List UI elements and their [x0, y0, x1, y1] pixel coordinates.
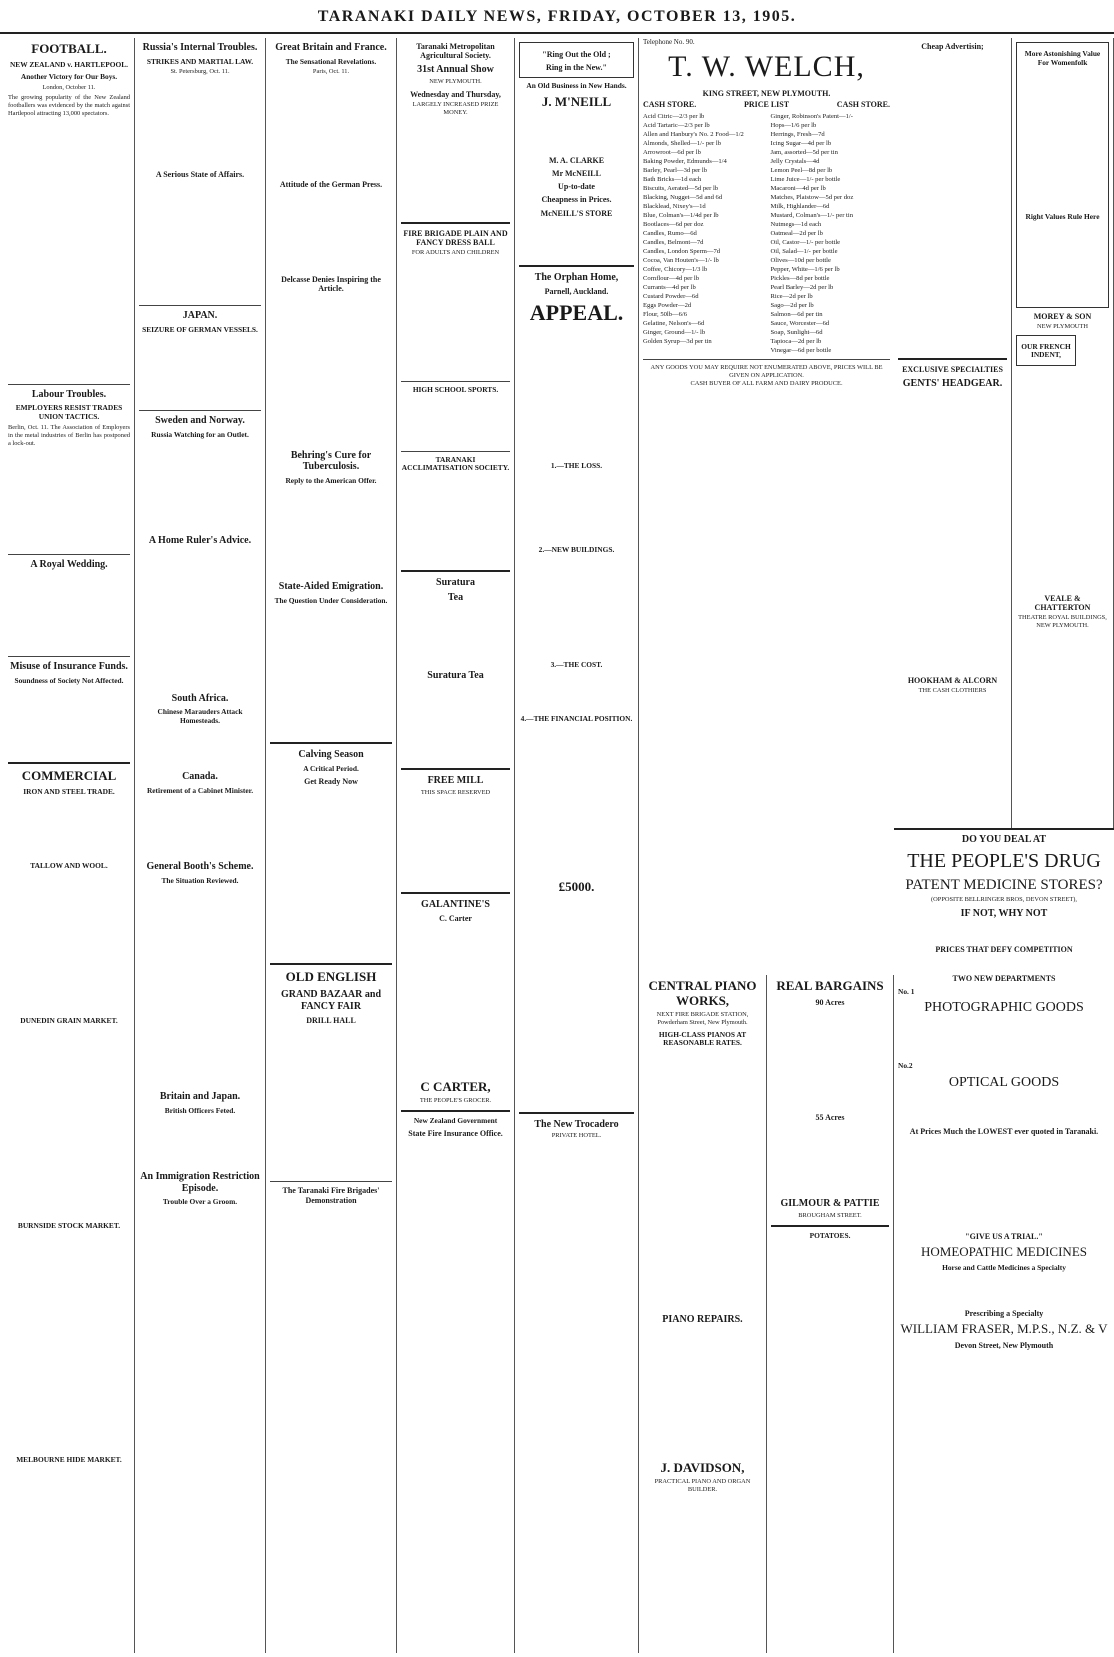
ad-text: THE PEOPLE'S GROCER.	[419, 1096, 492, 1104]
price-list-item: Acid Citric—2/3 per lb	[643, 112, 705, 120]
ad-text: (OPPOSITE BELLRINGER BROS, DEVON STREET),	[931, 895, 1077, 903]
article-body	[8, 798, 130, 858]
cash-store-label: CASH STORE.	[836, 99, 890, 109]
ad-text: THIS SPACE RESERVED	[420, 788, 491, 796]
column-8	[1012, 38, 1114, 828]
article-body	[270, 487, 392, 577]
divider	[270, 1181, 392, 1182]
article-body	[139, 441, 261, 531]
price-list-item: Olives—10d per bottle	[770, 256, 831, 264]
ad-body	[401, 797, 510, 887]
divider	[771, 1225, 889, 1227]
ad-body	[401, 475, 510, 565]
subheadline: Russia Watching for an Outlet.	[151, 429, 249, 439]
ad-heading: More Astonishing Value For Womenfolk	[1024, 49, 1101, 67]
ad-heading: POTATOES.	[809, 1230, 851, 1240]
headline: APPEAL.	[529, 300, 624, 326]
ad-heading: Calving Season	[298, 749, 364, 761]
ad-heading: J. DAVIDSON,	[660, 1460, 745, 1476]
ad-text: FOR ADULTS AND CHILDREN	[411, 249, 500, 257]
column-5	[515, 38, 639, 1653]
ad-body	[401, 397, 510, 447]
ad-box	[1016, 42, 1109, 308]
price-list-item: Lemon Peel—8d per lb	[770, 166, 833, 174]
price-list-item: Salmon—6d per tin	[770, 310, 823, 318]
ad-subheading: KING STREET, NEW PLYMOUTH.	[702, 88, 831, 98]
ad-footer: ANY GOODS YOU MAY REQUIRE NOT ENUMERATED ABOVE, PRICES WILL BE GIVEN ON APPLICATION.	[650, 363, 883, 379]
dateline: Paris, Oct. 11.	[312, 68, 350, 76]
article-body	[270, 296, 392, 446]
price-list-item: Bath Bricks—1d each	[643, 175, 702, 183]
subheadline: Soundness of Society Not Affected.	[14, 675, 124, 685]
ad-body	[898, 956, 1110, 970]
headline: Canada.	[182, 771, 218, 783]
ad-heading: McNEILL'S STORE	[540, 208, 613, 218]
price-list-item: Tapioca—2d per lb	[770, 337, 822, 345]
ad-heading: J. M'NEILL	[541, 93, 612, 109]
price-list-item: Bootlaces—6d per doz	[643, 220, 704, 228]
ad-text: PRIVATE HOTEL.	[551, 1132, 602, 1140]
ad-heading: An Old Business in New Hands.	[526, 81, 627, 91]
column-1	[4, 38, 135, 1653]
divider	[401, 451, 510, 452]
price-list-item: Acid Tartaric—2/3 per lb	[643, 121, 710, 129]
ad-heading: Ring in the New."	[546, 63, 607, 73]
drug-store-ad	[894, 828, 1114, 1653]
ad-body	[401, 926, 510, 1076]
column-7	[894, 38, 1012, 828]
divider	[270, 963, 392, 965]
ad-heading: GILMOUR & PATTIE	[780, 1198, 880, 1210]
ad-subheading: Wednesday and Thursday,	[410, 89, 501, 99]
ad-heading: FREE MILL	[427, 775, 484, 787]
subheadline: DUNEDIN GRAIN MARKET.	[20, 1015, 118, 1025]
ad-text: NEW PLYMOUTH.	[429, 77, 482, 85]
headline: Labour Troubles.	[31, 388, 107, 400]
article-body	[139, 181, 261, 301]
ad-heading: Suratura Tea	[427, 669, 484, 681]
ad-box	[1016, 335, 1076, 366]
ad-heading: TWO NEW DEPARTMENTS	[952, 974, 1056, 984]
ad-heading: OLD ENGLISH	[285, 969, 377, 985]
ad-subheading: DRILL HALL	[306, 1016, 356, 1026]
ad-subheading: 55 Acres	[815, 1113, 845, 1123]
article-body	[519, 671, 634, 711]
ad-subheading: Get Ready Now	[304, 777, 358, 787]
price-list-item: Blacklead, Nixey's—1d	[643, 202, 706, 210]
subheadline: 2.—NEW BUILDINGS.	[538, 545, 615, 555]
divider	[401, 381, 510, 382]
divider	[643, 359, 890, 360]
ad-footer: CASH BUYER OF ALL FARM AND DAIRY PRODUCE.	[690, 379, 843, 387]
headline: Attitude of the German Press.	[279, 180, 383, 190]
masthead	[0, 0, 1114, 34]
headline: Delcasse Denies Inspiring the Article.	[281, 275, 381, 294]
headline: Great Britain and France.	[275, 42, 387, 53]
divider	[401, 570, 510, 572]
article-body	[8, 1028, 130, 1218]
article-body	[139, 887, 261, 1087]
ad-body	[270, 788, 392, 958]
ad-heading: WILLIAM FRASER, M.P.S., N.Z. & V	[900, 1320, 1108, 1336]
headline: FOOTBALL.	[31, 41, 107, 56]
price-list-item: Hops—1/6 per lb	[770, 121, 817, 129]
price-list-item: Oatmeal—2d per lb	[770, 229, 823, 237]
piano-ad	[639, 975, 767, 1653]
ad-heading: VEALE & CHATTERTON	[1034, 593, 1091, 612]
dateline: St. Petersburg, Oct. 11.	[170, 68, 230, 76]
ad-subheading: No.2	[898, 1061, 913, 1071]
ad-heading: MOREY & SON	[1033, 311, 1092, 321]
ad-heading: Cheap Advertisin;	[921, 42, 984, 51]
ad-subheading: A Critical Period.	[303, 763, 359, 773]
ad-body	[401, 683, 510, 763]
ad-heading: REAL BARGAINS	[776, 978, 884, 993]
ad-heading: 31st Annual Show	[417, 64, 494, 76]
price-list-item: Oil, Salad—1/- per bottle	[770, 247, 838, 255]
price-list-item: Soap, Sunlight—6d	[770, 328, 823, 336]
price-list-item: Custard Powder—6d	[643, 292, 699, 300]
price-list-left	[643, 112, 763, 355]
divider	[519, 1112, 634, 1114]
headline: Russia's Internal Troubles.	[142, 42, 258, 53]
divider	[8, 656, 130, 657]
ad-heading: M. A. CLARKE	[548, 155, 605, 165]
price-list-item: Golden Syrup—3d per tin	[643, 337, 712, 345]
ad-heading: Up-to-date	[558, 182, 595, 192]
ad-body	[771, 1009, 889, 1109]
article-body	[139, 76, 261, 166]
headline: An Immigration Restriction Episode.	[140, 1171, 260, 1194]
ad-text: PRACTICAL PIANO AND ORGAN BUILDER.	[654, 1478, 751, 1494]
ad-heading: Cheapness in Prices.	[541, 195, 612, 205]
price-list-item: Pearl Barley—2d per lb	[770, 283, 834, 291]
ad-subheading: 90 Acres	[815, 997, 845, 1007]
ad-heading: Tea	[447, 592, 464, 604]
divider	[401, 768, 510, 770]
subheadline: 1.—THE LOSS.	[550, 460, 603, 470]
ad-heading: Prescribing a Specialty	[964, 1308, 1044, 1318]
subheadline: MELBOURNE HIDE MARKET.	[16, 1455, 122, 1465]
ad-body	[519, 220, 634, 260]
ad-heading: New Zealand Government	[413, 1115, 498, 1125]
article-body	[8, 572, 130, 652]
ad-heading: Mr McNEILL	[552, 169, 601, 179]
ad-heading: C CARTER,	[420, 1078, 491, 1094]
price-list-item: Currants—4d per lb	[643, 283, 696, 291]
subheadline: Chinese Marauders Attack Homesteads.	[157, 707, 243, 725]
ad-body	[519, 112, 634, 152]
subheadline: BURNSIDE STOCK MARKET.	[17, 1220, 121, 1230]
column-2	[135, 38, 266, 1653]
ad-heading: "GIVE US A TRIAL."	[965, 1232, 1043, 1242]
ad-heading: OPTICAL GOODS	[948, 1074, 1060, 1090]
subheadline: IRON AND STEEL TRADE.	[23, 786, 115, 796]
ad-text: BROUGHAM STREET.	[798, 1211, 862, 1219]
price-list-item: Matches, Plaistow—5d per doz	[770, 193, 854, 201]
ad-body	[898, 1138, 1110, 1228]
divider	[401, 1110, 510, 1112]
ad-subheading: Horse and Cattle Medicines a Specialty	[942, 1263, 1066, 1273]
cash-store-label: CASH STORE.	[643, 99, 697, 109]
article-text: Berlin, Oct. 11. The Association of Employers in the metal industries of Berlin has postponed a lock-out.	[8, 423, 130, 447]
ad-heading: OUR FRENCH INDENT,	[1021, 341, 1071, 360]
subheadline: Parnell, Auckland.	[544, 287, 609, 297]
headline: A Serious State of Affairs.	[155, 170, 245, 180]
ad-subheading: No. 1	[898, 986, 915, 996]
price-list-item: Icing Sugar—4d per lb	[770, 139, 832, 147]
headline: General Booth's Scheme.	[146, 861, 254, 873]
price-list-item: Blacking, Nugget—5d and 6d	[643, 193, 723, 201]
ad-heading: PRICES THAT DEFY COMPETITION	[935, 945, 1073, 955]
ad-text: THE CASH CLOTHIERS	[918, 687, 987, 695]
column-4	[397, 38, 515, 1653]
price-list-item: Blue, Colman's—1/4d per lb	[643, 211, 719, 219]
column-3	[266, 38, 397, 1653]
price-list-item: Flour, 50lb—6/6	[643, 310, 688, 318]
divider	[401, 222, 510, 224]
ad-heading: CENTRAL PIANO WORKS,	[648, 978, 757, 1008]
ad-body	[898, 53, 1007, 353]
section-heading: COMMERCIAL	[21, 768, 117, 784]
ad-heading: THE PEOPLE'S DRUG	[907, 849, 1101, 872]
subheadline: The Situation Reviewed.	[161, 875, 239, 885]
price-list-item: Cornflour—4d per lb	[643, 274, 700, 282]
ad-heading: "Ring Out the Old ;	[542, 50, 611, 59]
price-list-item: Sauce, Worcester—6d	[770, 319, 830, 327]
ad-heading: GALANTINE'S	[421, 898, 490, 910]
ad-body	[898, 1275, 1110, 1305]
subheadline: Trouble Over a Groom.	[162, 1197, 238, 1207]
article-body	[8, 873, 130, 1013]
ad-heading: Right Values Rule Here	[1025, 212, 1100, 222]
subheadline: NEW ZEALAND v. HARTLEPOOL.	[9, 59, 129, 69]
dateline: London, October 11.	[42, 83, 96, 91]
ad-body	[1021, 224, 1104, 304]
price-list-item: Ginger, Ground—1/- lb	[643, 328, 706, 336]
ad-heading: HOOKHAM & ALCORN	[907, 675, 998, 685]
ad-text: LARGELY INCREASED PRIZE MONEY.	[412, 101, 499, 117]
ad-body	[401, 257, 510, 377]
price-list-item: Almonds, Shelled—1/- per lb	[643, 139, 722, 147]
article-body	[139, 549, 261, 689]
article-body	[139, 1117, 261, 1167]
ad-heading: GENTS' HEADGEAR.	[902, 378, 1003, 390]
ad-body	[270, 1027, 392, 1177]
price-list-item: Mustard, Colman's—1/- per tin	[770, 211, 854, 219]
ad-heading: GRAND BAZAAR and FANCY FAIR	[280, 989, 381, 1012]
headline: A Royal Wedding.	[30, 558, 108, 570]
subheadline: The Sensational Revelations.	[285, 56, 377, 66]
divider	[8, 554, 130, 555]
price-list-item: Lime Juice—1/- per bottle	[770, 175, 841, 183]
divider	[519, 265, 634, 267]
bargains-ad	[767, 975, 894, 1653]
headline: Sweden and Norway.	[155, 415, 245, 427]
price-list-item: Ginger, Robinson's Patent—1/-	[770, 112, 853, 120]
ad-body	[1016, 370, 1109, 590]
ad-body	[898, 921, 1110, 941]
phone-number: Telephone No. 90.	[643, 38, 695, 46]
headline: A Home Ruler's Advice.	[148, 535, 252, 547]
article-body	[139, 727, 261, 767]
subheadline: SEIZURE OF GERMAN VESSELS.	[142, 324, 258, 334]
price-list-item: Allen and Hanbury's No. 2 Food—1/2	[643, 130, 744, 138]
ad-heading: T. W. WELCH,	[668, 50, 865, 83]
welch-ad	[639, 38, 894, 968]
subheadline: The Question Under Consideration.	[274, 595, 388, 605]
article-body	[8, 120, 130, 380]
article-body	[519, 897, 634, 1107]
ad-heading: The New Trocadero	[534, 1118, 619, 1130]
price-list-item: Candles, London Sperm—7d	[643, 247, 721, 255]
headline: JAPAN.	[182, 310, 218, 322]
divider	[8, 384, 130, 385]
price-list-item: Cocoa, Van Houten's—1/- lb	[643, 256, 719, 264]
masthead-title: TARANAKI DAILY NEWS, FRIDAY, OCTOBER 13, 1905.	[317, 8, 797, 25]
price-list-item: Arrowroot—6d per lb	[643, 148, 701, 156]
divider	[898, 358, 1007, 360]
ad-heading: HOMEOPATHIC MEDICINES	[920, 1244, 1087, 1260]
ad-heading: EXCLUSIVE SPECIALTIES	[902, 365, 1003, 375]
headline: £5000.	[558, 878, 595, 894]
ad-text: NEW PLYMOUTH	[1037, 322, 1088, 330]
ad-text: THEATRE ROYAL BUILDINGS, NEW PLYMOUTH.	[1018, 614, 1107, 630]
subheadline: EMPLOYERS RESIST TRADES UNION TACTICS.	[15, 403, 123, 421]
article-body	[519, 557, 634, 657]
ad-heading: Taranaki Metropolitan Agricultural Society.	[416, 42, 495, 61]
article-body	[8, 687, 130, 757]
article-body	[519, 328, 634, 458]
ad-heading: The Taranaki Fire Brigades' Demonstration	[282, 1186, 380, 1205]
ad-subheading: HIGH-CLASS PIANOS AT REASONABLE RATES.	[658, 1029, 747, 1048]
article-body	[519, 472, 634, 542]
price-list-item: Macaroni—4d per lb	[770, 184, 826, 192]
price-list-item: Candles, Belmont—7d	[643, 238, 704, 246]
ad-heading: State Fire Insurance Office.	[408, 1129, 503, 1139]
ad-box	[519, 42, 634, 78]
ad-heading: C. Carter	[439, 914, 472, 924]
ad-heading: FIRE BRIGADE PLAIN AND FANCY DRESS BALL	[403, 229, 508, 248]
ad-body	[771, 1124, 889, 1194]
ad-body	[898, 392, 1007, 672]
ad-body	[643, 1050, 762, 1310]
ad-heading: IF NOT, WHY NOT	[960, 907, 1048, 919]
price-list-item: Oil, Castor—1/- per bottle	[770, 238, 841, 246]
article-body	[270, 76, 392, 176]
article-text: The growing popularity of the New Zealand footballers was evidenced by the match against Hartlepool attracting 13,000 spectators.	[8, 93, 130, 117]
article-body	[8, 450, 130, 550]
divider	[8, 762, 130, 764]
divider	[401, 892, 510, 894]
article-body	[270, 191, 392, 271]
ad-text: NEXT FIRE BRIGADE STATION,	[656, 1010, 749, 1018]
headline: South Africa.	[171, 692, 229, 704]
price-list-item: Barley, Pearl—3d per lb	[643, 166, 708, 174]
price-list-item: Eggs Powder—2d	[643, 301, 692, 309]
article-body	[139, 797, 261, 857]
price-list-item: Coffee, Chicory—1/3 lb	[643, 265, 708, 273]
price-list-item: Sago—2d per lb	[770, 301, 814, 309]
ad-heading: DO YOU DEAL AT	[961, 834, 1047, 845]
divider	[139, 305, 261, 306]
headline: State-Aided Emigration.	[278, 581, 384, 593]
price-list-header	[643, 101, 890, 109]
price-list-label: PRICE LIST	[743, 99, 790, 109]
subheadline: Reply to the American Offer.	[285, 475, 377, 485]
article-body	[519, 726, 634, 876]
price-list-item: Jelly Crystals—4d	[770, 157, 820, 165]
subheadline: 3.—THE COST.	[550, 659, 603, 669]
ad-body	[898, 1093, 1110, 1123]
subheadline: STRIKES AND MARTIAL LAW.	[146, 56, 254, 66]
price-list-item: Biscuits, Aerated—5d per lb	[643, 184, 719, 192]
article-body	[139, 336, 261, 406]
headline: The Orphan Home,	[534, 271, 619, 283]
headline: Behring's Cure for Tuberculosis.	[290, 449, 372, 473]
headline: Britain and Japan.	[159, 1091, 241, 1103]
price-list-item: Nutmegs—1d each	[770, 220, 822, 228]
subheadline: British Officers Feted.	[164, 1105, 236, 1115]
article-body	[8, 1232, 130, 1452]
price-list-item: Candles, Rumo—6d	[643, 229, 697, 237]
subheadline: TALLOW AND WOOL.	[30, 861, 108, 871]
ad-heading: HIGH SCHOOL SPORTS.	[412, 385, 499, 395]
ad-heading: Suratura	[436, 576, 475, 588]
price-list-item: Baking Powder, Edmunds—1/4	[643, 157, 727, 165]
ad-body	[643, 1327, 762, 1457]
price-list-item: Herrings, Fresh—7d	[770, 130, 825, 138]
subheadline: Retirement of a Cabinet Minister.	[146, 785, 254, 795]
article-body	[270, 607, 392, 737]
ad-heading: PHOTOGRAPHIC GOODS	[924, 1000, 1084, 1016]
divider	[270, 742, 392, 744]
ad-body	[401, 117, 510, 217]
ad-heading: PATENT MEDICINE STORES?	[905, 876, 1103, 893]
price-list-item: Pepper, White—1/6 per lb	[770, 265, 840, 273]
price-list-item: Jam, assorted—5d per tin	[770, 148, 838, 156]
headline: Misuse of Insurance Funds.	[10, 661, 128, 672]
divider	[139, 410, 261, 411]
ad-heading: TARANAKI ACCLIMATISATION SOCIETY.	[401, 454, 510, 473]
ad-body	[1021, 69, 1104, 209]
price-list	[643, 112, 890, 355]
ad-body	[401, 606, 510, 666]
subheadline: 4.—THE FINANCIAL POSITION.	[520, 714, 633, 724]
price-list-item: Gelatine, Nelson's—6d	[643, 319, 705, 327]
ad-heading: PIANO REPAIRS.	[662, 1313, 743, 1325]
ad-text: Powderham Street, New Plymouth.	[657, 1018, 748, 1026]
price-list-item: Milk, Highlander—6d	[770, 202, 830, 210]
ad-body	[898, 1018, 1110, 1058]
ad-heading: Devon Street, New Plymouth	[954, 1340, 1054, 1350]
price-list-item: Rice—2d per lb	[770, 292, 813, 300]
ad-heading: At Prices Much the LOWEST ever quoted in Taranaki.	[909, 1126, 1099, 1136]
subheadline: Another Victory for Our Boys.	[20, 72, 118, 82]
price-list-item: Pickles—8d per bottle	[770, 274, 830, 282]
price-list-item: Vinegar—6d per bottle	[770, 346, 832, 354]
price-list-right	[771, 112, 891, 355]
